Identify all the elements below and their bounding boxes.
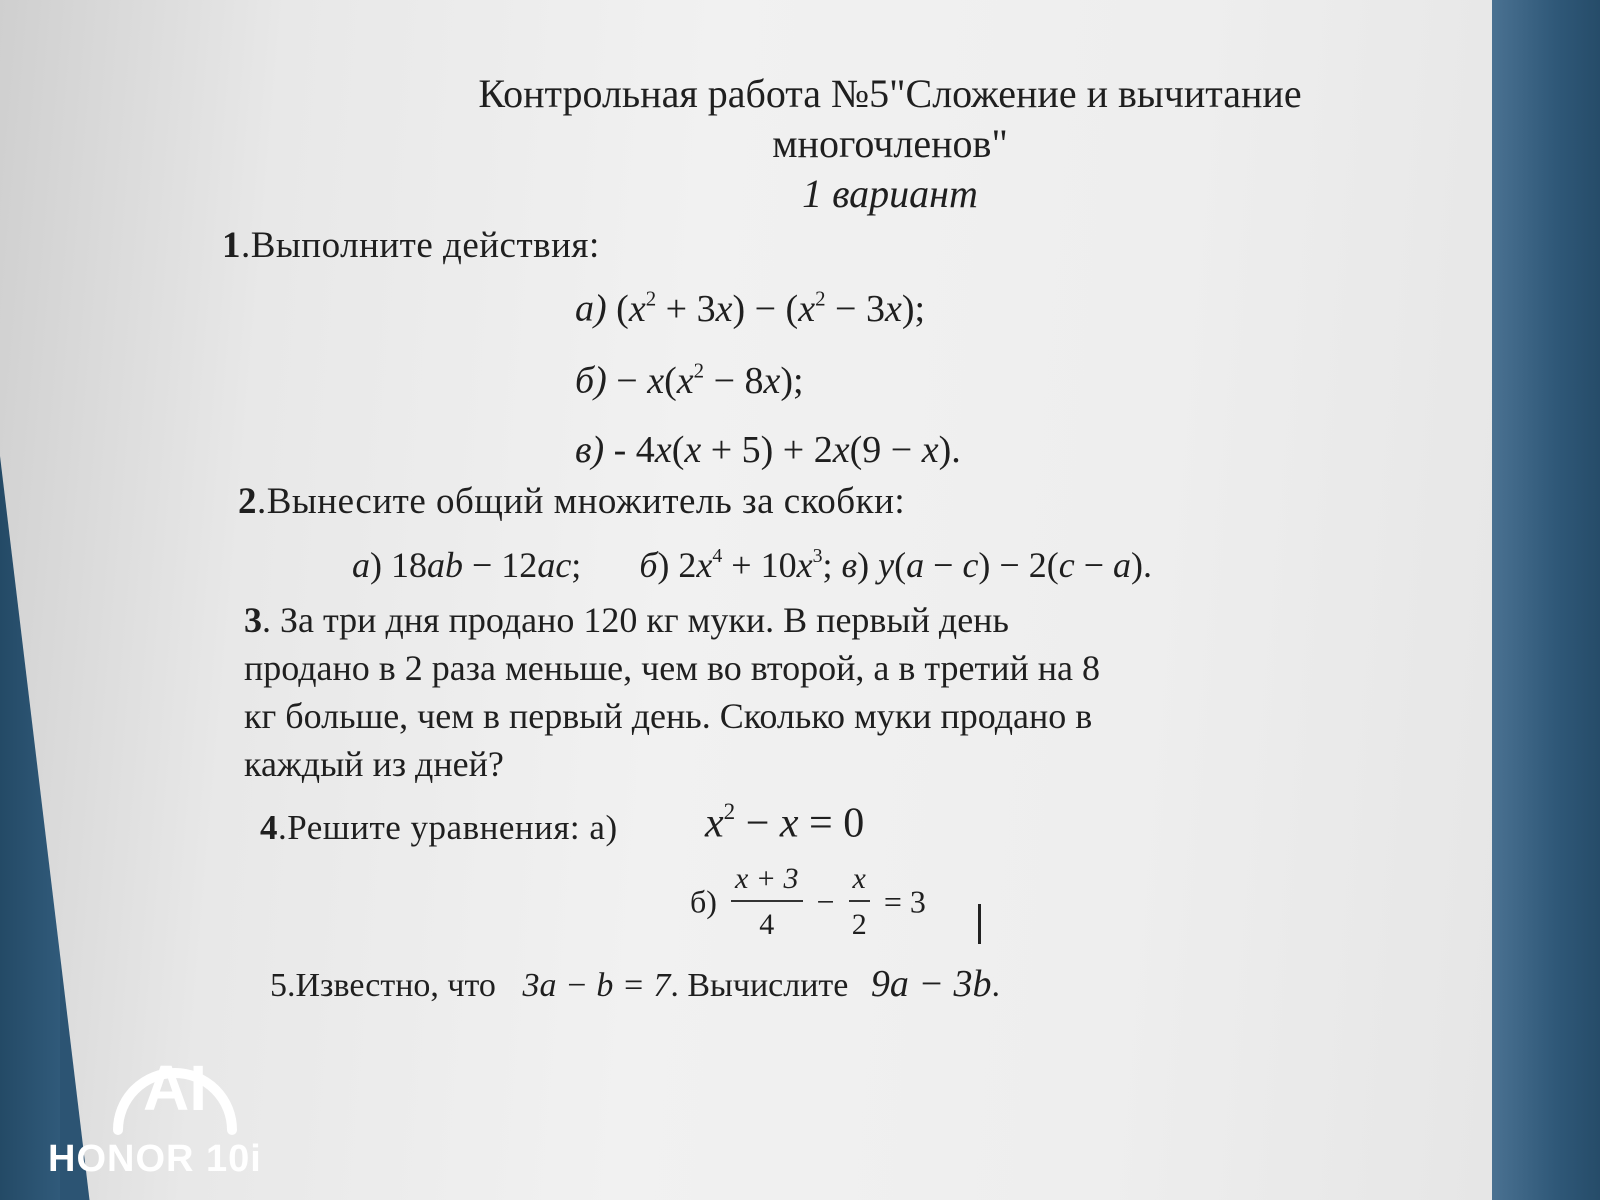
task1-number: 1 xyxy=(222,225,241,266)
ai-logo-text: AI xyxy=(143,1052,207,1124)
camera-brand-watermark: HONOR 10i xyxy=(48,1138,262,1180)
task2-heading-text: .Вынесите общий множитель за скобки: xyxy=(257,481,906,522)
task4-b-equation: б) $\frac{x + 3}{4}$ − $\frac{x}{2}$ = 3 xyxy=(690,862,926,941)
task1-a-label: а) xyxy=(575,287,607,330)
task4-fraction-1: $\frac{x + 3}{4}$ xyxy=(731,862,803,942)
task1-item-a xyxy=(575,286,925,331)
task5-text-a: 5.Известно, что xyxy=(270,967,496,1004)
task5-expression-1: 3a − b = 7 xyxy=(522,967,671,1004)
text-cursor xyxy=(978,904,981,944)
task1-a-expression: $(x^2 + 3x) - (x^2 - 3x)$; xyxy=(616,286,926,330)
task4-heading xyxy=(260,808,618,848)
task1-item-c xyxy=(575,428,961,472)
task5-line xyxy=(270,962,1000,1006)
task2-number: 2 xyxy=(238,481,257,522)
task3-line2: продано в 2 раза меньше, чем во второй, а в третий на 8 xyxy=(244,648,1100,688)
task5-period: . xyxy=(991,967,1001,1004)
task1-b-label: б) xyxy=(575,359,607,402)
task1-c-label: в) xyxy=(575,429,605,471)
task2-c-expression: в) y(a − c) − 2(c − a). xyxy=(841,545,1152,585)
task3-line1: 3. За три дня продано 120 кг муки. В первый день xyxy=(244,600,1009,640)
task4-a-equation: $x^2 - x = 0$ xyxy=(705,798,865,847)
task4-number: 4 xyxy=(260,808,278,847)
task2-heading xyxy=(238,480,905,523)
task4-rhs: = 3 xyxy=(883,883,926,920)
task2-b-expression: б) $2x^4 + 10x^3$; xyxy=(639,545,833,585)
task1-c-expression: - 4x(x + 5) + 2x(9 − x). xyxy=(613,429,961,471)
task4-fraction-2: $\frac{x}{2}$ xyxy=(849,862,870,942)
document-title-line1: Контрольная работа №5"Сложение и вычитание xyxy=(478,71,1302,116)
task3-line4: каждый из дней? xyxy=(244,744,504,784)
task3-line3: кг больше, чем в первый день. Сколько муки продано в xyxy=(244,696,1093,736)
task5-expression-2: 9a − 3b xyxy=(870,963,992,1005)
task1-heading-text: .Выполните действия: xyxy=(241,225,600,266)
task2-a-expression: а) 18ab − 12ac; xyxy=(352,545,582,585)
task4-b-label: б) xyxy=(690,883,717,920)
task1-item-b xyxy=(575,358,804,403)
task2-expressions xyxy=(352,544,1152,586)
task1-heading xyxy=(222,224,600,267)
task1-b-expression: − $x(x^2 - 8x)$; xyxy=(616,358,804,402)
task5-text-b: . Вычислите xyxy=(670,967,849,1004)
variant-label: 1 вариант xyxy=(802,171,978,216)
document-title-line2: многочленов" xyxy=(772,121,1008,166)
task3-paragraph xyxy=(244,596,1324,788)
task4-heading-text: .Решите уравнения: а) xyxy=(278,808,618,847)
